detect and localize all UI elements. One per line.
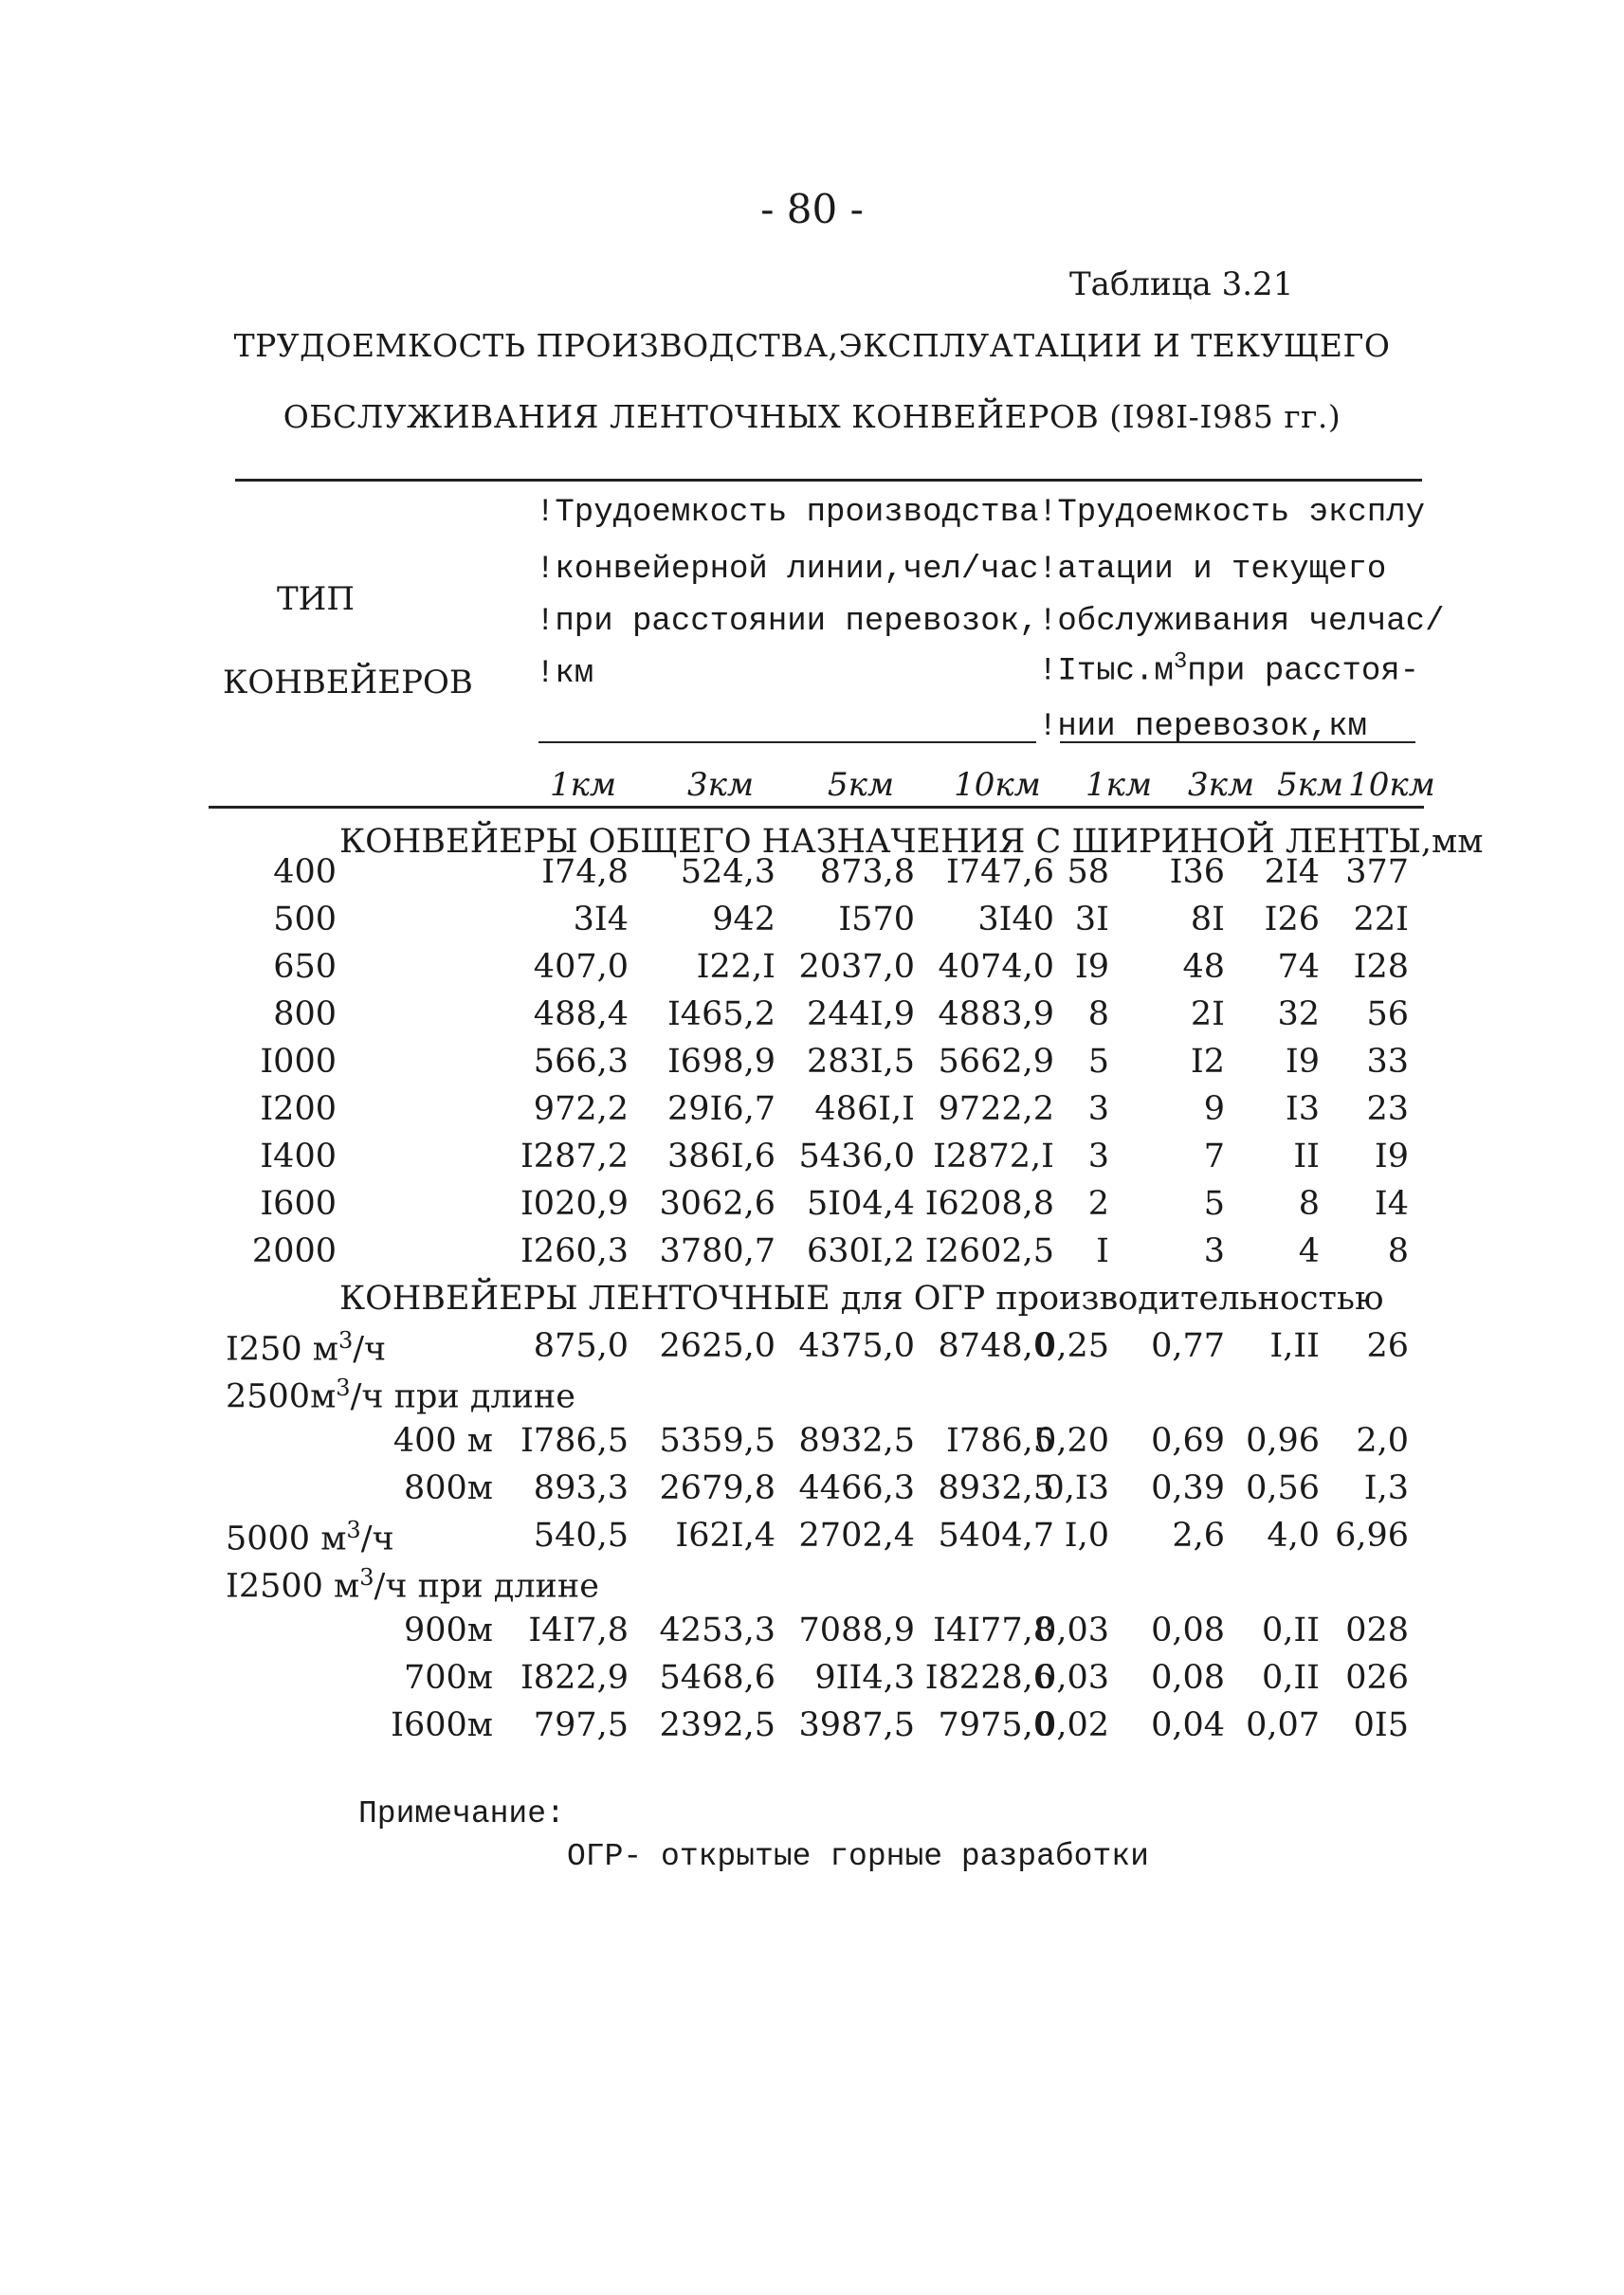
section-2-row-1250-label xyxy=(226,1327,386,1369)
table-cell: 56 xyxy=(1366,995,1409,1033)
prod-header-line-3: !при расстоянии перевозок, xyxy=(536,604,1039,640)
table-cell: 566,3 xyxy=(533,1043,629,1081)
table-cell: 3 xyxy=(1203,1232,1225,1270)
unit-expl-1km: 1км xyxy=(1085,766,1153,804)
table-cell: 5I04,4 xyxy=(806,1185,915,1223)
table-cell: 2625,0 xyxy=(659,1327,776,1365)
row-length-label: 400 м xyxy=(392,1422,493,1460)
unit-prod-10km: 10км xyxy=(954,766,1041,804)
row-type-label: I200 xyxy=(260,1090,337,1128)
expl-header-line-5: !нии перевозок,км xyxy=(1038,709,1367,745)
unit-expl-10km: 10км xyxy=(1348,766,1435,804)
table-cell: 6,96 xyxy=(1335,1517,1409,1555)
table-cell: 0,77 xyxy=(1151,1327,1225,1365)
table-cell: 32 xyxy=(1277,995,1320,1033)
group-2500-label-b: /ч при длине xyxy=(350,1377,575,1416)
table-cell: 4375,0 xyxy=(798,1327,915,1365)
group-12500-sup: 3 xyxy=(359,1564,374,1591)
table-cell: 8 xyxy=(1387,1232,1409,1270)
table-cell: I3 xyxy=(1285,1090,1320,1128)
table-cell: 4466,3 xyxy=(798,1469,915,1507)
prod-header-line-2: !конвейерной линии,чел/час xyxy=(536,552,1039,588)
table-cell: I822,9 xyxy=(520,1659,629,1697)
table-cell: I260,3 xyxy=(520,1232,629,1270)
table-cell: 58 xyxy=(1067,853,1109,891)
unit-prod-5km: 5км xyxy=(827,766,895,804)
table-cell: 0,II xyxy=(1261,1659,1320,1697)
table-cell: 2702,4 xyxy=(798,1517,915,1555)
header-bottom-rule xyxy=(209,806,1424,809)
table-cell: 0,39 xyxy=(1151,1469,1225,1507)
table-title-line-1: ТРУДОЕМКОСТЬ ПРОИЗВОДСТВА,ЭКСПЛУАТАЦИИ И ТЕКУЩЕГО xyxy=(233,327,1391,364)
table-cell: 3780,7 xyxy=(659,1232,776,1270)
table-cell: I22,I xyxy=(696,948,776,986)
expl-header-line-4a: !Iтыс.м xyxy=(1038,653,1174,690)
group-12500-label xyxy=(226,1564,599,1606)
table-cell: 942 xyxy=(712,901,776,938)
row-type-label: 2000 xyxy=(251,1232,337,1270)
table-cell: 0,25 xyxy=(1035,1327,1109,1365)
table-cell: 7 xyxy=(1203,1138,1225,1175)
table-cell: II xyxy=(1293,1138,1320,1175)
prod-header-line-1: !Трудоемкость производства xyxy=(536,495,1039,531)
table-cell: 7975,0 xyxy=(938,1706,1054,1744)
table-cell: 23 xyxy=(1366,1090,1409,1128)
note-text: ОГР- открытые горные разработки xyxy=(567,1839,1149,1874)
table-cell: I4I77,8 xyxy=(933,1612,1054,1649)
table-cell: 48 xyxy=(1182,948,1225,986)
row-1250-label-a: I250 м xyxy=(226,1330,338,1369)
table-cell: 0,03 xyxy=(1035,1659,1109,1697)
table-cell: I9 xyxy=(1285,1043,1320,1081)
table-title-line-2: ОБСЛУЖИВАНИЯ ЛЕНТОЧНЫХ КОНВЕЙЕРОВ (I98I-I985 гг.) xyxy=(283,398,1341,435)
table-cell: 4,0 xyxy=(1267,1517,1320,1555)
table-cell: 26 xyxy=(1366,1327,1409,1365)
table-cell: 524,3 xyxy=(680,853,776,891)
table-cell: I9 xyxy=(1074,948,1109,986)
table-cell: 4074,0 xyxy=(938,948,1054,986)
table-cell: I287,2 xyxy=(520,1138,629,1175)
row-type-label: I600 xyxy=(260,1185,337,1223)
table-cell: 893,3 xyxy=(533,1469,629,1507)
table-cell: I28 xyxy=(1353,948,1409,986)
table-cell: 0,96 xyxy=(1246,1422,1320,1460)
table-cell: I465,2 xyxy=(666,995,776,1033)
table-cell: I6208,8 xyxy=(924,1185,1054,1223)
table-cell: 4883,9 xyxy=(938,995,1054,1033)
table-cell: 8 xyxy=(1087,995,1109,1033)
table-cell: 8I xyxy=(1190,901,1225,938)
unit-prod-3km: 3км xyxy=(686,766,755,804)
table-cell: I2602,5 xyxy=(924,1232,1054,1270)
table-cell: I786,5 xyxy=(520,1422,629,1460)
row-type-label: I000 xyxy=(260,1043,337,1081)
table-cell: 74 xyxy=(1277,948,1320,986)
table-cell: I,0 xyxy=(1064,1517,1109,1555)
row-length-label: 900м xyxy=(403,1612,493,1649)
table-cell: 5662,9 xyxy=(938,1043,1054,1081)
table-cell: 0,08 xyxy=(1151,1612,1225,1649)
table-cell: 488,4 xyxy=(533,995,629,1033)
table-cell: 283I,5 xyxy=(806,1043,915,1081)
row-5000-sup: 3 xyxy=(346,1517,361,1543)
table-cell: 972,2 xyxy=(533,1090,629,1128)
table-cell: I747,6 xyxy=(945,853,1054,891)
table-cell: 540,5 xyxy=(533,1517,629,1555)
table-cell: 0,07 xyxy=(1246,1706,1320,1744)
table-cell: 3 xyxy=(1087,1138,1109,1175)
top-rule xyxy=(235,479,1422,482)
table-cell: 5436,0 xyxy=(798,1138,915,1175)
row-length-label: 700м xyxy=(403,1659,493,1697)
table-cell: 2037,0 xyxy=(798,948,915,986)
table-cell: 29I6,7 xyxy=(666,1090,776,1128)
expl-header-line-2: !атации и текущего xyxy=(1038,552,1387,588)
table-cell: I4 xyxy=(1374,1185,1409,1223)
table-cell: 33 xyxy=(1366,1043,1409,1081)
table-cell: 0,08 xyxy=(1151,1659,1225,1697)
table-cell: I74,8 xyxy=(541,853,629,891)
table-cell: 5 xyxy=(1203,1185,1225,1223)
table-cell: I8228,6 xyxy=(924,1659,1054,1697)
table-cell: 2I xyxy=(1190,995,1225,1033)
type-column-header-2: КОНВЕЙЕРОВ xyxy=(223,664,473,701)
row-1250-sup: 3 xyxy=(338,1327,354,1354)
group-12500-label-a: I2500 м xyxy=(226,1567,360,1606)
table-cell: 3 xyxy=(1087,1090,1109,1128)
row-5000-label xyxy=(226,1517,394,1558)
table-cell: 0,02 xyxy=(1035,1706,1109,1744)
table-cell: 2 xyxy=(1087,1185,1109,1223)
unit-expl-5km: 5км xyxy=(1276,766,1344,804)
prod-header-line-4: !км xyxy=(536,656,594,692)
unit-expl-3km: 3км xyxy=(1187,766,1255,804)
table-cell: 377 xyxy=(1345,853,1409,891)
table-cell: I36 xyxy=(1169,853,1225,891)
table-cell: 9 xyxy=(1203,1090,1225,1128)
table-cell: 028 xyxy=(1345,1612,1409,1649)
table-cell: 3I40 xyxy=(977,901,1054,938)
group-2500-sup: 3 xyxy=(336,1375,351,1401)
table-cell: 2,6 xyxy=(1172,1517,1225,1555)
table-cell: 8748,0 xyxy=(938,1327,1054,1365)
table-cell: I26 xyxy=(1264,901,1320,938)
expl-header-line-4b: при расстоя- xyxy=(1187,653,1420,690)
unit-prod-1km: 1км xyxy=(549,766,617,804)
table-cell: 4 xyxy=(1298,1232,1320,1270)
table-cell: I698,9 xyxy=(666,1043,776,1081)
row-type-label: 400 xyxy=(273,853,337,891)
table-cell: I62I,4 xyxy=(675,1517,776,1555)
table-cell: 2392,5 xyxy=(659,1706,776,1744)
group-12500-label-b: /ч при длине xyxy=(374,1567,599,1606)
row-type-label: 800 xyxy=(273,995,337,1033)
table-cell: 3062,6 xyxy=(659,1185,776,1223)
table-cell: 486I,I xyxy=(814,1090,915,1128)
table-cell: I020,9 xyxy=(520,1185,629,1223)
table-cell: 5359,5 xyxy=(659,1422,776,1460)
expl-header-line-1: !Трудоемкость эксплу xyxy=(1038,495,1426,531)
section-1-title: КОНВЕЙЕРЫ ОБЩЕГО НАЗНАЧЕНИЯ С ШИРИНОЙ ЛЕНТЫ,мм xyxy=(339,823,1484,861)
table-cell: 3I4 xyxy=(573,901,629,938)
table-cell: 873,8 xyxy=(819,853,915,891)
table-cell: I xyxy=(1096,1232,1109,1270)
row-length-label: I600м xyxy=(391,1706,493,1744)
table-cell: 8932,5 xyxy=(798,1422,915,1460)
table-cell: I,II xyxy=(1269,1327,1320,1365)
table-cell: I4I7,8 xyxy=(528,1612,629,1649)
table-cell: 026 xyxy=(1345,1659,1409,1697)
group-2500-label-a: 2500м xyxy=(226,1377,337,1416)
expl-header-line-3: !обслуживания челчас/ xyxy=(1038,604,1445,640)
table-cell: 2,0 xyxy=(1356,1422,1409,1460)
table-cell: 3I xyxy=(1074,901,1109,938)
table-cell: 0,03 xyxy=(1035,1612,1109,1649)
table-cell: 0I5 xyxy=(1353,1706,1409,1744)
expl-header-underline xyxy=(1060,741,1415,743)
table-cell: 8 xyxy=(1298,1185,1320,1223)
table-cell: 22I xyxy=(1353,901,1409,938)
table-cell: 9722,2 xyxy=(938,1090,1054,1128)
table-cell: 0,69 xyxy=(1151,1422,1225,1460)
table-cell: 8932,5 xyxy=(938,1469,1054,1507)
table-cell: 5404,7 xyxy=(938,1517,1054,1555)
row-5000-label-a: 5000 м xyxy=(226,1520,347,1558)
table-cell: 797,5 xyxy=(533,1706,629,1744)
table-cell: 386I,6 xyxy=(666,1138,776,1175)
table-cell: 2679,8 xyxy=(659,1469,776,1507)
expl-header-line-4 xyxy=(1038,649,1419,689)
table-cell: I9 xyxy=(1374,1138,1409,1175)
table-cell: 0,56 xyxy=(1246,1469,1320,1507)
table-cell: 875,0 xyxy=(533,1327,629,1365)
table-cell: 0,04 xyxy=(1151,1706,1225,1744)
table-cell: 244I,9 xyxy=(806,995,915,1033)
table-cell: 2I4 xyxy=(1264,853,1320,891)
table-cell: 0,20 xyxy=(1035,1422,1109,1460)
table-cell: 0,I3 xyxy=(1043,1469,1109,1507)
table-label: Таблица 3.21 xyxy=(1069,265,1294,303)
page-number: - 80 - xyxy=(760,186,864,232)
table-cell: 4253,3 xyxy=(659,1612,776,1649)
table-cell: 7088,9 xyxy=(798,1612,915,1649)
table-cell: I786,5 xyxy=(945,1422,1054,1460)
table-cell: 3987,5 xyxy=(798,1706,915,1744)
table-cell: I570 xyxy=(838,901,915,938)
prod-header-underline xyxy=(538,741,1036,743)
row-type-label: I400 xyxy=(260,1138,337,1175)
table-cell: 5468,6 xyxy=(659,1659,776,1697)
section-2-title: КОНВЕЙЕРЫ ЛЕНТОЧНЫЕ для ОГР производительностью xyxy=(339,1280,1384,1318)
table-cell: 407,0 xyxy=(533,948,629,986)
table-cell: I2872,I xyxy=(933,1138,1054,1175)
table-cell: 5 xyxy=(1087,1043,1109,1081)
row-type-label: 500 xyxy=(273,901,337,938)
table-cell: 630I,2 xyxy=(806,1232,915,1270)
superscript-3: 3 xyxy=(1173,649,1188,675)
table-cell: 9II4,3 xyxy=(814,1659,915,1697)
row-length-label: 800м xyxy=(403,1469,493,1507)
table-cell: 0,II xyxy=(1261,1612,1320,1649)
group-2500-label xyxy=(226,1375,575,1416)
row-5000-label-b: /ч xyxy=(360,1520,394,1558)
note-label: Примечание: xyxy=(358,1796,565,1831)
type-column-header-1: ТИП xyxy=(277,580,355,618)
table-cell: I,3 xyxy=(1363,1469,1409,1507)
table-cell: I2 xyxy=(1190,1043,1225,1081)
row-1250-label-b: /ч xyxy=(353,1330,387,1369)
row-type-label: 650 xyxy=(273,948,337,986)
